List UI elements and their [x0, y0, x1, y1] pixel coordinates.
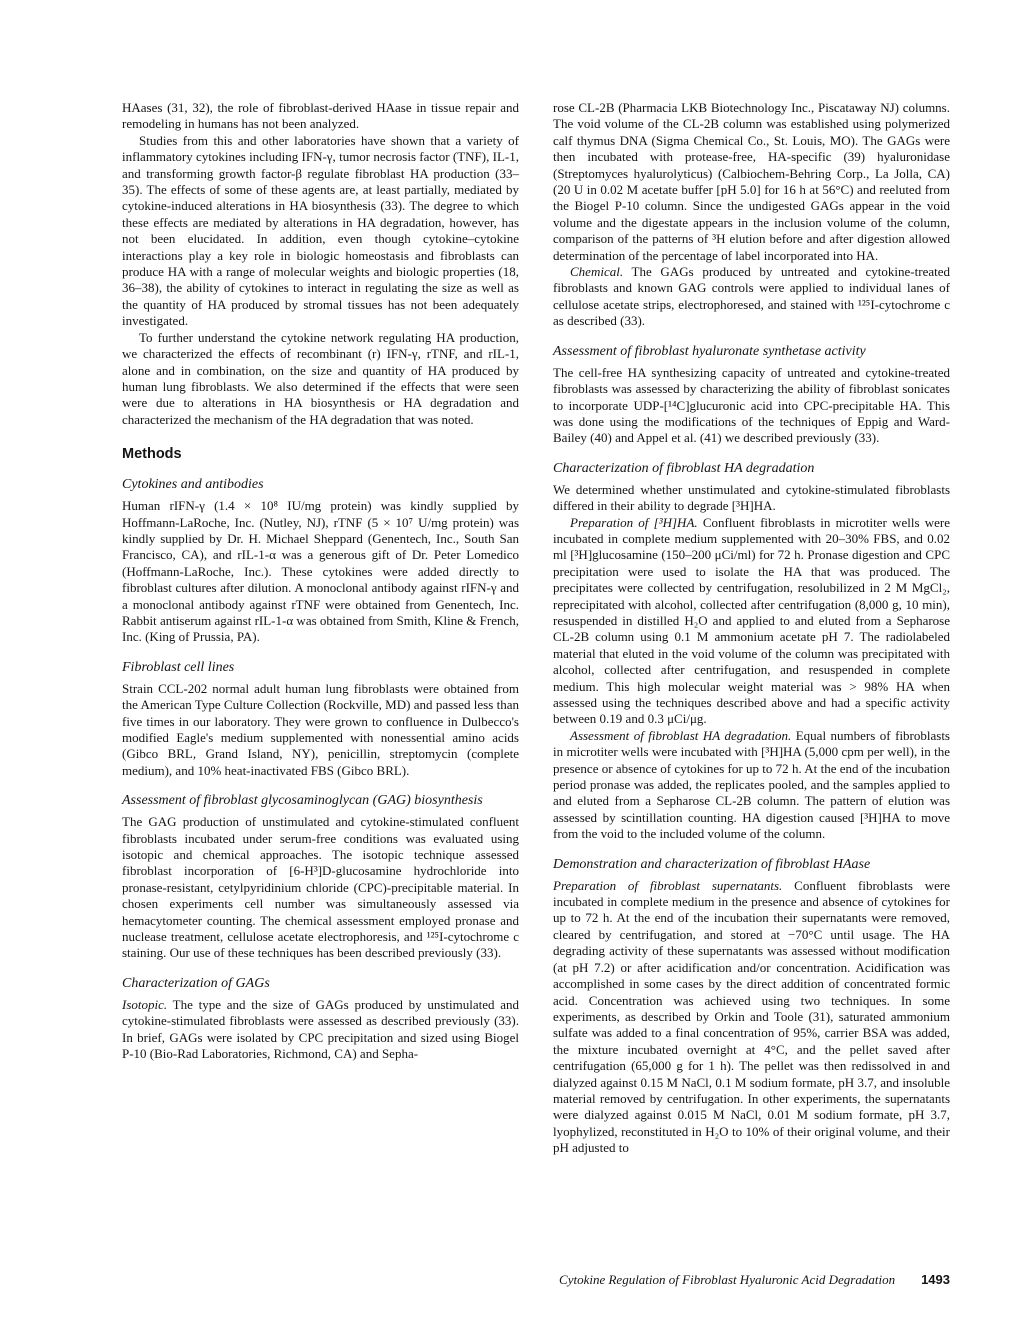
paragraph: Preparation of [³H]HA. Confluent fibroblasts in microtiter wells were incubated in complete medium supplemented with 20–30% FBS, and 0.02 ml [³H]glucosamine (150–200 μCi/ml) for 72 h. Pronase digestion and CPC precipitation were used to isolate the HA that was produced. The precipitates were collected by centrifugation, resolubilized in 2 M MgCl₂, reprecipitated with alcohol, collected after centrifugation (8,000 g, 10 min), resuspended in distilled H₂O and applied to and eluted from a Sepharose CL-2B column using 0.1 M ammonium acetate pH 7. The radiolabeled material that eluted in the void volume of the column was precipitated with alcohol, collected after centrifugation, and resuspended in complete medium. This high molecular weight material was > 98% HA when assessed using the techniques described above and had a specific activity between 0.19 and 0.3 μCi/μg.	[553, 514, 950, 727]
subsection-heading: Fibroblast cell lines	[122, 659, 235, 675]
run-in-heading: Preparation of [³H]HA.	[570, 514, 698, 530]
page-footer	[559, 1272, 950, 1288]
subsection-heading: Demonstration and characterization of fibroblast HAase	[553, 856, 871, 872]
paragraph: The cell-free HA synthesizing capacity of untreated and cytokine-treated fibroblasts was assessed by characterizing the ability of fibroblast sonicates to incorporate UDP-[¹⁴C]glucuronic acid into CPC-precipitable HA. This was done using the modifications of the techniques of Eppig and Ward-Bailey (40) and Appel et al. (41) we described previously (33).	[553, 364, 950, 446]
run-in-heading: Isotopic.	[122, 996, 168, 1012]
paragraph: Assessment of fibroblast HA degradation. Equal numbers of fibroblasts in microtiter wells were incubated with [³H]HA (5,000 cpm per well), in the presence or absence of cytokines for up to 72 h. At the end of the incubation period pronase was added, the replicates pooled, and the samples applied to and eluted from a Sepharose CL-2B column. The pattern of elution was assessed by scintillation counting. HA digestion caused [³H]HA to move from the void to the included volume of the column.	[553, 727, 950, 842]
page-number: 1493	[921, 1272, 950, 1287]
two-column-body	[122, 100, 950, 1157]
subsection-heading: Cytokines and antibodies	[122, 477, 264, 493]
paragraph: To further understand the cytokine network regulating HA production, we characterized the effects of recombinant (r) IFN-γ, rTNF, and rIL-1, alone and in combination, on the size and quantity of HA produced by human lung fibroblasts. We also determined if the effects that were seen were due to alterations in HA biosynthesis or HA degradation and characterized the mechanism of the HA degradation that was noted.	[122, 329, 519, 427]
paragraph: Isotopic. The type and the size of GAGs produced by unstimulated and cytokine-stimulated fibroblasts were assessed as described previously (33). In brief, GAGs were isolated by CPC precipitation and sized using Biogel P-10 (Bio-Rad Laboratories, Richmond, CA) and Sepha-	[122, 996, 520, 1062]
paragraph: HAases (31, 32), the role of fibroblast-derived HAase in tissue repair and remodeling in humans has not been analyzed.	[122, 100, 519, 132]
subsection-heading: Assessment of fibroblast glycosaminoglycan (GAG) biosynthesis	[122, 793, 483, 809]
run-in-heading: Assessment of fibroblast HA degradation.	[570, 727, 792, 743]
paragraph: The GAG production of unstimulated and cytokine-stimulated confluent fibroblasts incubated under serum-free conditions was evaluated using isotopic and chemical approaches. The isotopic technique assessed fibroblast incorporation of [6-H³]D-glucosamine hydrochloride into pronase-resistant, cetylpyridinium chloride (CPC)-precipitable material. In chosen experiments cell number was simultaneously assessed via hemacytometer counting. The chemical assessment employed pronase and nuclease treatment, cellulose acetate electrophoresis, and ¹²⁵I-cytochrome c staining. Our use of these techniques has been described previously (33).	[122, 814, 519, 961]
paragraph: Preparation of fibroblast supernatants. Confluent fibroblasts were incubated in complete medium in the presence and absence of cytokines for up to 72 h. At the end of the incubation their supernatants were removed, cleared by centrifugation, and stored at −70°C until usage. The HA degrading activity of these supernatants was assessed without modification (at pH 7.2) or after acidification and/or concentration. Acidification was accomplished in some cases by the direct addition of concentrated formic acid. Concentration was achieved using two techniques. In some experiments, as described by Orkin and Toole (31), saturated ammonium sulfate was added to a final concentration of 95%, carrier BSA was added, the mixture incubated overnight at 4°C, and the pellet saved after centrifugation (65,000 g for 1 h). The pellet was then redissolved in and dialyzed against 0.15 M NaCl, 0.1 M sodium formate, pH 3.7, and insoluble material removed by centrifugation. In other experiments, the supernatants were dialyzed against 0.015 M NaCl, 0.01 M sodium formate, pH 3.7, lyophylized, reconstituted in H₂O to 10% of their original volume, and their pH adjusted to	[553, 877, 951, 1156]
run-in-heading: Chemical.	[570, 264, 624, 280]
left-column	[122, 100, 519, 1157]
paragraph: Studies from this and other laboratories have shown that a variety of inflammatory cytokines including IFN-γ, tumor necrosis factor (TNF), IL-1, and transforming growth factor-β regulate fibroblast HA production (33–35). The effects of some of these agents are, at least partially, mediated by cytokine-induced alterations in HA biosynthesis (33). The degree to which these effects are mediated by alterations in HA degradation, however, has not been elucidated. In addition, even though cytokine–cytokine interactions play a key role in biologic homeostasis and fibroblasts can produce HA with a range of molecular weights and biologic properties (18, 36–38), the ability of cytokines to interact in regulating the size as well as the quantity of HA produced by stromal tissues has not been adequately investigated.	[122, 132, 519, 329]
running-footer-title: Cytokine Regulation of Fibroblast Hyaluronic Acid Degradation	[559, 1272, 896, 1287]
paragraph: rose CL-2B (Pharmacia LKB Biotechnology Inc., Piscataway NJ) columns. The void volume of the CL-2B column was established using polymerized calf thymus DNA (Sigma Chemical Co., St. Louis, MO). The GAGs were then incubated with protease-free, HA-specific (39) hyaluronidase (Streptomyces hyalurolyticus) (Calbiochem-Behring Corp., La Jolla, CA) (20 U in 0.02 M acetate buffer [pH 5.0] for 16 h at 56°C) and reeluted from the Biogel P-10 column. Since the undigested GAGs appear in the void volume and the digestate appears in the inclusion volume of the column, comparison of the patterns of ³H elution before and after digestion allowed determination of the percentage of label incorporated into HA.	[553, 100, 950, 263]
subsection-heading: Characterization of GAGs	[122, 975, 270, 991]
paragraph: Strain CCL-202 normal adult human lung fibroblasts were obtained from the American Type Culture Collection (Rockville, MD) and passed less than five times in our laboratory. They were grown to confluence in Dulbecco's modified Eagle's medium supplemented with nonessential amino acids (Gibco BRL, Grand Island, NY), penicillin, streptomycin (complete medium), and 10% heat-inactivated FBS (Gibco BRL).	[122, 680, 519, 778]
paragraph: Chemical. The GAGs produced by untreated and cytokine-treated fibroblasts and known GAG controls were applied to individual lanes of cellulose acetate strips, electrophoresed, and stained with ¹²⁵I-cytochrome c as described (33).	[553, 264, 950, 329]
run-in-heading: Preparation of fibroblast supernatants.	[553, 877, 783, 893]
paragraph: Human rIFN-γ (1.4 × 10⁸ IU/mg protein) was kindly supplied by Hoffmann-LaRoche, Inc. (Nutley, NJ), rTNF (5 × 10⁷ U/mg protein) was kindly supplied by Dr. H. Michael Sheppard (Genentech, Inc., South San Francisco, CA), and rIL-1-α was a generous gift of Dr. Peter Lomedico (Hoffmann-LaRoche, Inc.). These cytokines were added directly to fibroblast cultures after dilution. A monoclonal antibody against rIFN-γ and a monoclonal antibody against rTNF were obtained from Genentech, Inc. Rabbit antiserum against rIL-1-α was obtained from Smith, Kline & French, Inc. (King of Prussia, PA).	[122, 498, 519, 645]
section-heading: Methods	[122, 446, 182, 463]
right-column	[553, 100, 950, 1157]
paragraph: We determined whether unstimulated and cytokine-stimulated fibroblasts differed in their ability to degrade [³H]HA.	[553, 481, 950, 514]
subsection-heading: Assessment of fibroblast hyaluronate synthetase activity	[553, 343, 866, 359]
subsection-heading: Characterization of fibroblast HA degradation	[553, 460, 815, 476]
